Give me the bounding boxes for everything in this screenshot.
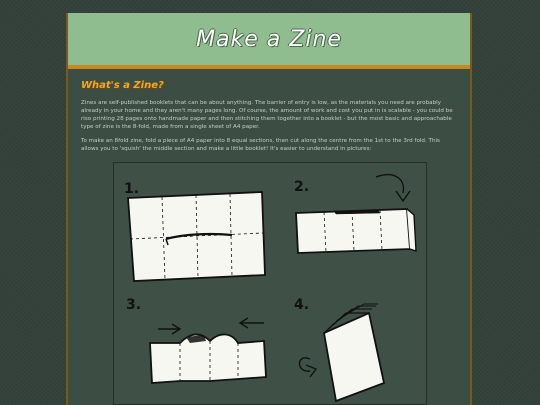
step-3-label: 3. [126,297,142,313]
zine-folding-illustration [113,162,427,405]
site-header [68,13,470,69]
site-title: Make a Zine [196,26,342,52]
step-3-squished-strip [150,318,266,383]
step-1-label: 1. [124,181,140,197]
instructions-paragraph: To make an 8fold zine, fold a piece of A4 paper into 8 equal sections, then cut along the centre from the 1st to the 3rd fold. This allows you to 'squish' the middle section and make a little booklet! It's easier to understand in pictures: [81,138,440,152]
section-heading: What's a Zine? [81,80,164,91]
step-1-sheet [128,192,265,281]
step-4-booklet [300,304,385,401]
step-2-folded-strip [296,175,416,253]
step-2-label: 2. [294,179,310,195]
step-4-label: 4. [294,297,310,313]
intro-paragraph: Zines are self-published booklets that can be about anything. The barrier of entry is low, as the materials you need are probably already in your home and they aren't many pages long. Of course, the amount of work and cost you put in is scalable - you could be riso printing 28 pages onto handmade paper and then stitching them together into a booklet - but the most basic and approachable type of zine is the 8-fold, made from a single sheet of A4 paper. [81,100,453,130]
page-container [66,13,472,405]
folding-steps-drawing [114,163,426,404]
main-content [81,80,459,159]
